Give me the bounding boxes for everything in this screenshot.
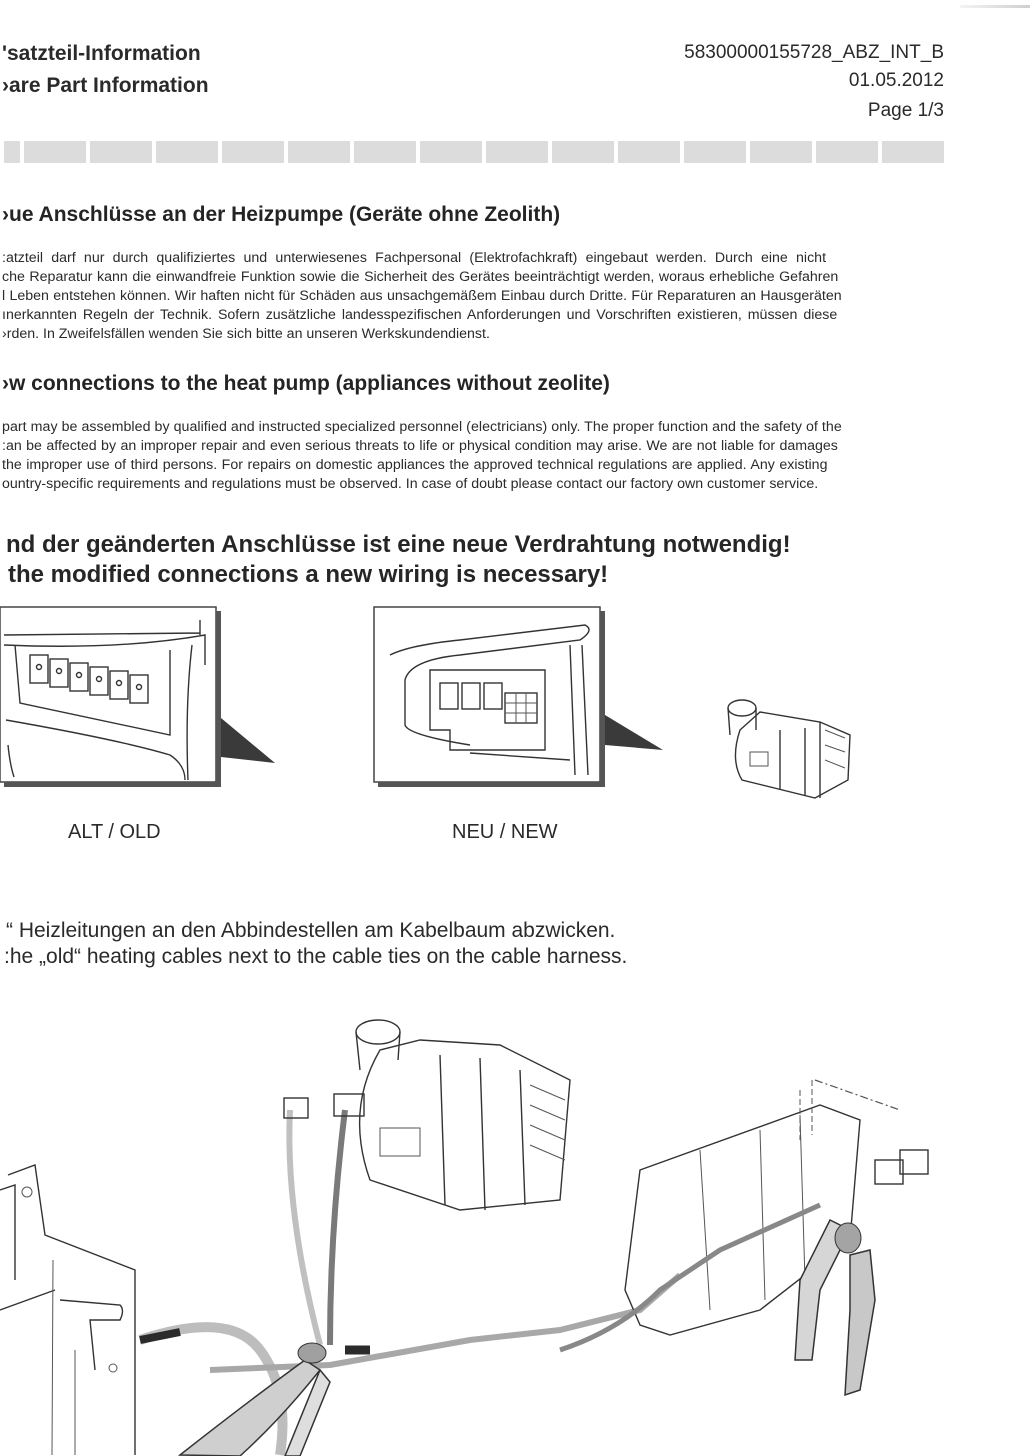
doc-title-en: ›are Part Information — [2, 74, 209, 97]
disclaimer-de — [2, 249, 842, 344]
disclaimer-en — [2, 418, 842, 494]
disclaimer-en-line: part may be assembled by qualified and instructed specialized personnel (electricians) only. The proper function and the safety of the — [2, 419, 842, 435]
decorative-bar — [882, 141, 944, 163]
side-cutter-icon — [795, 1220, 875, 1395]
disclaimer-de-line: l Leben entstehen können. Wir haften nicht für Schäden aus unsachgemäßem Einbau durch Dritte. Für Reparaturen an Hausgeräten — [2, 288, 842, 304]
section-heading-de: ›ue Anschlüsse an der Heizpumpe (Geräte ohne Zeolith) — [2, 203, 561, 226]
frame-shadow — [216, 611, 221, 786]
section-heading-en: ›w connections to the heat pump (appliances without zeolite) — [2, 372, 610, 395]
decorative-bar — [90, 141, 152, 163]
decorative-bar — [288, 141, 350, 163]
cable-harness — [140, 1094, 680, 1455]
figure-heat-pump-small — [720, 690, 860, 800]
decorative-bar — [354, 141, 416, 163]
disclaimer-de-line: :atzteil darf nur durch qualifiziertes und unterwiesenes Fachpersonal (Elektrofachkraft) eingebaut werden. Durch eine nicht — [2, 250, 827, 266]
figure-wiring-cut-illustration — [0, 1010, 1030, 1456]
decorative-bar-strip — [4, 141, 944, 163]
decorative-bar — [222, 141, 284, 163]
decorative-bar — [816, 141, 878, 163]
decorative-bar — [486, 141, 548, 163]
disclaimer-de-line: che Reparatur kann die einwandfreie Funktion sowie die Sicherheit des Gerätes beeinträchtigt werden, woraus erhebliche Gefahren — [2, 269, 839, 285]
caption-new: NEU / NEW — [452, 821, 558, 843]
connector-plug — [900, 1150, 928, 1174]
decorative-bar — [684, 141, 746, 163]
disclaimer-en-line: ountry-specific requirements and regulations must be observed. In case of doubt please contact our factory own customer service. — [2, 476, 819, 492]
decorative-bar — [4, 141, 20, 163]
decorative-bar — [156, 141, 218, 163]
notice-de: nd der geänderten Anschlüsse ist eine neue Verdrahtung notwendig! — [6, 531, 791, 558]
doc-title-de: 'satzteil-Information — [2, 42, 201, 65]
connector-plug — [875, 1160, 903, 1184]
doc-id: 58300000155728_ABZ_INT_B — [684, 42, 944, 63]
decorative-bar — [552, 141, 614, 163]
callout-pointer — [605, 700, 665, 760]
notice-en: the modified connections a new wiring is necessary! — [8, 561, 609, 588]
instruction-de: “ Heizleitungen an den Abbindestellen am Kabelbaum abzwicken. — [6, 919, 616, 942]
decorative-bar — [750, 141, 812, 163]
doc-date: 01.05.2012 — [848, 70, 944, 91]
decorative-bar — [618, 141, 680, 163]
bracket-illustration — [0, 1165, 135, 1455]
disclaimer-de-line: ınerkannten Regeln der Technik. Sofern zusätzliche landesspezifischen Anforderungen und Vorschriften existieren, müssen diese — [2, 307, 838, 323]
figure-old-connector — [0, 605, 290, 805]
figure-new-connector — [370, 605, 610, 795]
disclaimer-en-line: :an be affected by an improper repair and even serious threats to life or physical condition may arise. We are not liable for damages — [2, 438, 838, 454]
disclaimer-en-line: the improper use of third persons. For repairs on domestic appliances the approved technical regulations are applied. Any existing — [2, 457, 828, 473]
disclaimer-de-line: ›rden. In Zweifelsfällen wenden Sie sich bitte an unseren Werkskundendienst. — [2, 326, 490, 342]
scan-artifact — [960, 5, 1030, 8]
callout-pointer — [221, 718, 275, 763]
page-number: Page 1/3 — [867, 100, 944, 121]
side-cutter-icon — [180, 1343, 330, 1456]
heat-pump-illustration — [356, 1020, 570, 1210]
instruction-en: :he „old“ heating cables next to the cable ties on the cable harness. — [4, 945, 628, 968]
decorative-bar — [420, 141, 482, 163]
caption-old: ALT / OLD — [68, 821, 161, 843]
decorative-bar — [24, 141, 86, 163]
